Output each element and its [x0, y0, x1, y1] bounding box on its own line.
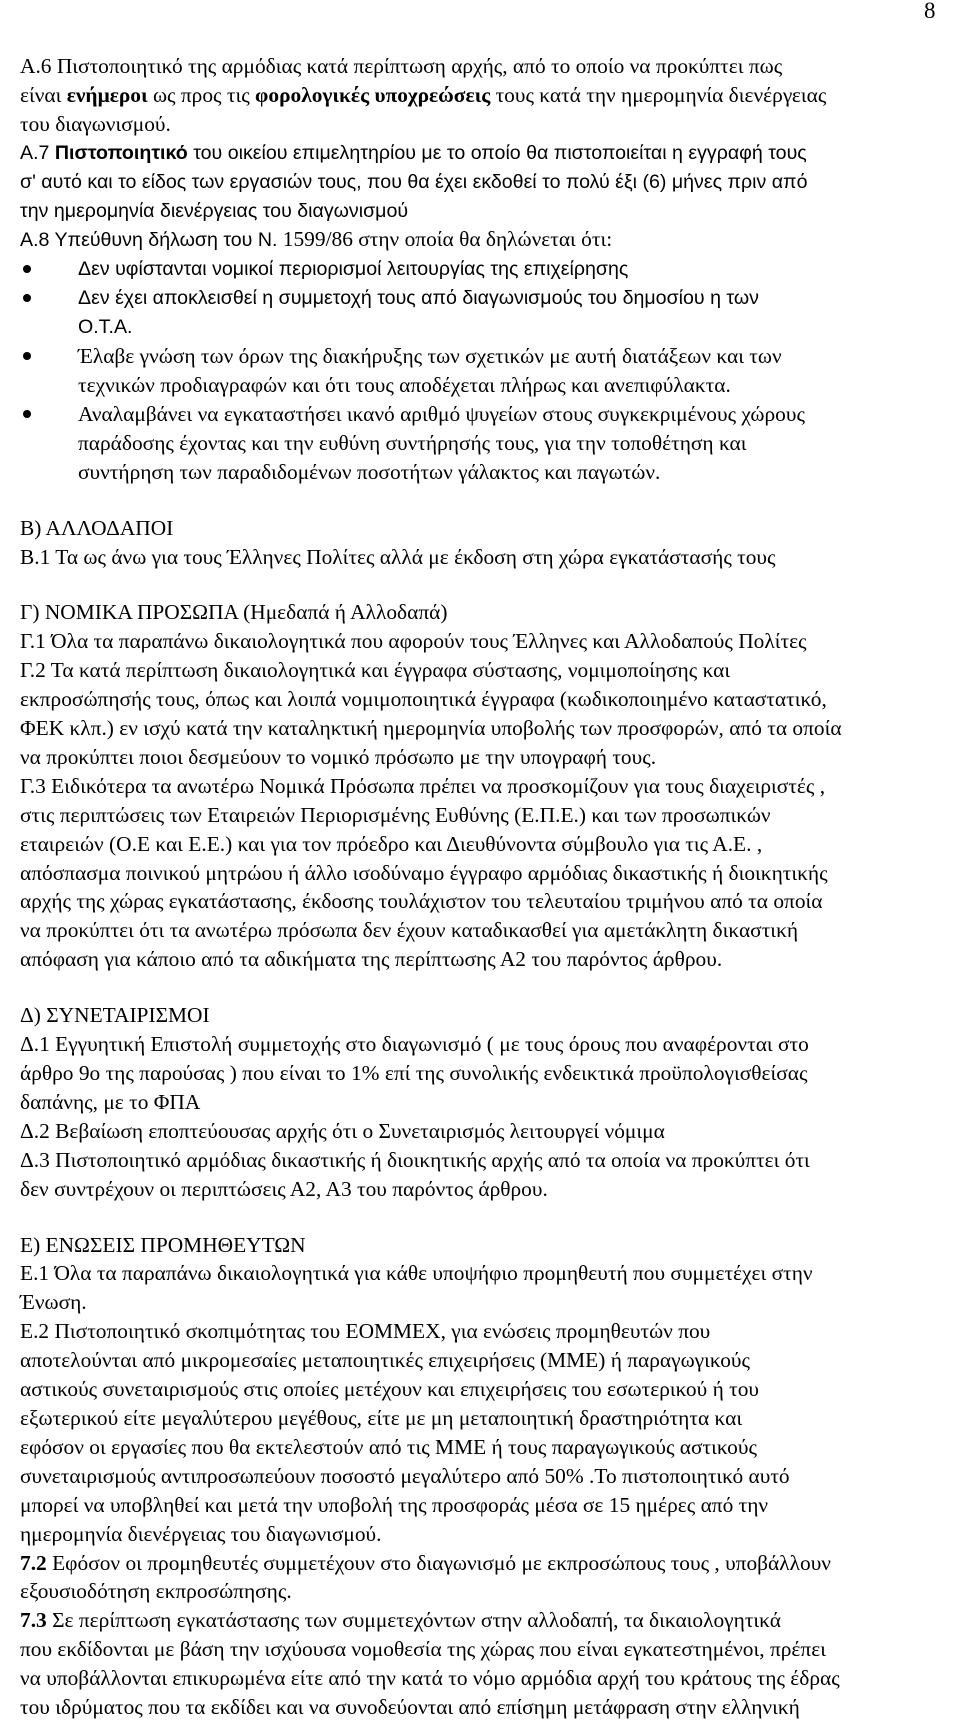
a8-bullet-list — [20, 255, 955, 342]
section-e-heading: Ε) ΕΝΩΣΕΙΣ ΠΡΟΜΗΘΕΥΤΩΝ — [20, 1232, 306, 1257]
g3-line-1: Γ.3 Ειδικότερα τα ανωτέρω Νομικά Πρόσωπα πρέπει να προσκομίζουν για τους διαχειριστές , — [20, 773, 826, 798]
e2-line-6: συνεταιρισμούς αντιπροσωπεύουν ποσοστό μεγαλύτερο από 50% .Το πιστοποιητικό αυτό — [20, 1463, 790, 1488]
section-e — [20, 1231, 955, 1549]
section-a6 — [20, 52, 955, 139]
bullet-item-2: Δεν έχει αποκλεισθεί η συμμετοχή τους από διαγωνισμούς του δημοσίου η των — [20, 284, 955, 313]
bullet-item-4: Αναλαμβάνει να εγκαταστήσει ικανό αριθμό ψυγείων στους συγκεκριμένους χώρους — [20, 400, 955, 429]
b1-line: Β.1 Τα ως άνω για τους Έλληνες Πολίτες αλλά με έκδοση στη χώρα εγκατάστασής τους — [20, 544, 776, 569]
a7-line-3: την ημερομηνία διενέργειας του διαγωνισμού — [20, 199, 409, 222]
section-b — [20, 514, 955, 572]
g3-line-4: απόσπασμα ποινικού μητρώου ή άλλο ισοδύναμο έγγραφο αρμόδιας δικαστικής ή διοικητικής — [20, 860, 828, 885]
s72-line-1: 7.2 Εφόσον οι προμηθευτές συμμετέχουν στο διαγωνισμό με εκπροσώπους τους , υποβάλλουν — [20, 1550, 831, 1575]
a6-line-1: Α.6 Πιστοποιητικό της αρμόδιας κατά περίπτωση αρχής, από το οποίο να προκύπτει πως — [20, 54, 783, 78]
g2-line-4: να προκύπτει ποιοι δεσμεύουν το νομικό πρόσωπο με την υπογραφή τους. — [20, 744, 657, 769]
e2-line-1: Ε.2 Πιστοποιητικό σκοπιμότητας του ΕΟΜΜΕΧ, για ενώσεις προμηθευτών που — [20, 1319, 711, 1344]
g1-line: Γ.1 Όλα τα παραπάνω δικαιολογητικά που αφορούν τους Έλληνες και Αλλοδαπούς Πολίτες — [20, 629, 807, 654]
s73-line-4: του ιδρύματος που τα εκδίδει και να συνοδεύονται από επίσημη μετάφραση στην ελληνική — [20, 1695, 800, 1720]
bullet-item-4-cont-2: συντήρηση των παραδιδομένων ποσοτήτων γάλακτος και παγωτών. — [78, 459, 661, 484]
s73-line-2: που εκδίδονται με βάση την ισχύουσα νομοθεσία της χώρας που είναι εγκατεστημένοι, πρέπει — [20, 1637, 826, 1662]
section-a7 — [20, 139, 955, 226]
s73-line-3: να υποβάλλονται επικυρωμένα είτε από την κατά το νόμο αρμόδια αρχή του κράτους της έδρας — [20, 1666, 840, 1691]
a8-line: Α.8 Υπεύθυνη δήλωση του Ν. 1599/86 στην οποία θα δηλώνεται ότι: — [20, 227, 613, 252]
s72-line-2: εξουσιοδότηση εκπροσώπησης. — [20, 1579, 292, 1604]
section-d — [20, 1001, 955, 1203]
a6-line-3: του διαγωνισμού. — [20, 111, 171, 136]
bullet-item-1: Δεν υφίστανται νομικοί περιορισμοί λειτουργίας της επιχείρησης — [20, 255, 955, 284]
e2-line-3: αστικούς συνεταιρισμούς στις οποίες μετέχουν και επιχειρήσεις του εσωτερικού ή του — [20, 1377, 759, 1402]
g2-line-2: εκπροσώπησής τους, όπως και λοιπά νομιμοποιητικά έγγραφα (κωδικοποιημένο καταστατικό, — [20, 687, 827, 712]
g3-line-5: αρχής της χώρας εγκατάστασης, έκδοσης τουλάχιστον του τελευταίου τριμήνου από τα οποία — [20, 889, 823, 914]
g2-line-3: ΦΕΚ κλπ.) εν ισχύ κατά την καταληκτική ημερομηνία υποβολής των προσφορών, από τα οποία — [20, 716, 842, 741]
bullet-item-4-cont-1: παράδοσης έχοντας και την ευθύνη συντήρησής τους, για την τοποθέτηση και — [78, 430, 747, 455]
s73-line-1: 7.3 Σε περίπτωση εγκατάστασης των συμμετεχόντων στην αλλοδαπή, τα δικαιολογητικά — [20, 1608, 781, 1633]
d3-line-1: Δ.3 Πιστοποιητικό αρμόδιας δικαστικής ή διοικητικής αρχής από τα οποία να προκύπτει ότι — [20, 1147, 810, 1172]
g3-line-7: απόφαση για κάποιο από τα αδικήματα της περίπτωσης Α2 του παρόντος άρθρου. — [20, 947, 723, 972]
a8-bullet-list-serif — [20, 342, 955, 487]
e2-line-5: εφόσον οι εργασίες που θα εκτελεστούν από τις ΜΜΕ ή τους παραγωγικούς αστικούς — [20, 1434, 757, 1459]
d1-line-3: δαπάνης, με το ΦΠΑ — [20, 1089, 201, 1114]
d3-line-2: δεν συντρέχουν οι περιπτώσεις Α2, Α3 του παρόντος άρθρου. — [20, 1176, 548, 1201]
section-g-heading: Γ) ΝΟΜΙΚΑ ΠΡΟΣΩΠΑ (Ημεδαπά ή Αλλοδαπά) — [20, 600, 448, 625]
bullet-icon — [23, 352, 31, 360]
document-body — [20, 52, 955, 1722]
d1-line-2: άρθρο 9ο της παρούσας ) που είναι το 1% επί της συνολικής ενδεικτικά προϋπολογισθείσας — [20, 1061, 808, 1085]
a7-line-2: σ' αυτό και το είδος των εργασιών τους, που θα έχει εκδοθεί το πολύ έξι (6) μήνες πριν από — [20, 170, 808, 193]
g2-line-1: Γ.2 Τα κατά περίπτωση δικαιολογητικά και έγγραφα σύστασης, νομιμοποίησης και — [20, 658, 731, 683]
e1-line-1: Ε.1 Όλα τα παραπάνω δικαιολογητικά για κάθε υποψήφιο προμηθευτή που συμμετέχει στην — [20, 1261, 813, 1286]
e2-line-4: εξωτερικού είτε μεγαλύτερου μεγέθους, είτε με μη μεταποιητική δραστηριότητα και — [20, 1405, 743, 1430]
g3-line-3: εταιρειών (Ο.Ε και Ε.Ε.) και για τον πρόεδρο και Διευθύνοντα σύμβουλο για τις Α.Ε. , — [20, 831, 763, 856]
e1-line-2: Ένωση. — [20, 1290, 87, 1315]
d1-line-1: Δ.1 Εγγυητική Επιστολή συμμετοχής στο διαγωνισμό ( με τους όρους που αναφέρονται στο — [20, 1032, 809, 1057]
e2-line-2: αποτελούνται από μικρομεσαίες μεταποιητικές επιχειρήσεις (ΜΜΕ) ή παραγωγικούς — [20, 1348, 750, 1373]
bullet-icon — [23, 294, 31, 302]
bullet-icon — [23, 410, 31, 418]
section-7-3 — [20, 1606, 955, 1722]
bullet-item-2-cont: Ο.Τ.Α. — [78, 316, 133, 339]
bullet-item-3-cont: τεχνικών προδιαγραφών και ότι τους αποδέχεται πλήρως και ανεπιφύλακτα. — [78, 372, 731, 397]
bullet-item-3: Έλαβε γνώση των όρων της διακήρυξης των σχετικών με αυτή διατάξεων και των — [20, 342, 955, 371]
e2-line-8: ημερομηνία διενέργειας του διαγωνισμού. — [20, 1521, 382, 1546]
e2-line-7: μπορεί να υποβληθεί και μετά την υποβολή της προσφοράς μέσα σε 15 ημέρες από την — [20, 1492, 769, 1517]
d2-line: Δ.2 Βεβαίωση εποπτεύουσας αρχής ότι ο Συνεταιρισμός λειτουργεί νόμιμα — [20, 1118, 665, 1143]
section-d-heading: Δ) ΣΥΝΕΤΑΙΡΙΣΜΟΙ — [20, 1003, 210, 1028]
a6-line-2: είναι ενήμεροι ως προς τις φορολογικές υποχρεώσεις τους κατά την ημερομηνία διενέργειας — [20, 82, 827, 107]
bullet-icon — [23, 265, 31, 273]
section-b-heading: Β) ΑΛΛΟΔΑΠΟΙ — [20, 515, 174, 540]
section-a8 — [20, 225, 955, 486]
a7-line-1: Α.7 Πιστοποιητικό του οικείου επιμελητηρίου με το οποίο θα πιστοποιείται η εγγραφή τους — [20, 141, 807, 164]
g3-line-6: να προκύπτει ότι τα ανωτέρω πρόσωπα δεν έχουν καταδικασθεί για αμετάκλητη δικαστική — [20, 918, 799, 943]
page-number: 8 — [924, 0, 936, 23]
g3-line-2: στις περιπτώσεις των Εταιρειών Περιορισμένης Ευθύνης (Ε.Π.Ε.) και των προσωπικών — [20, 802, 771, 827]
section-g — [20, 598, 955, 974]
section-7-2 — [20, 1549, 955, 1607]
